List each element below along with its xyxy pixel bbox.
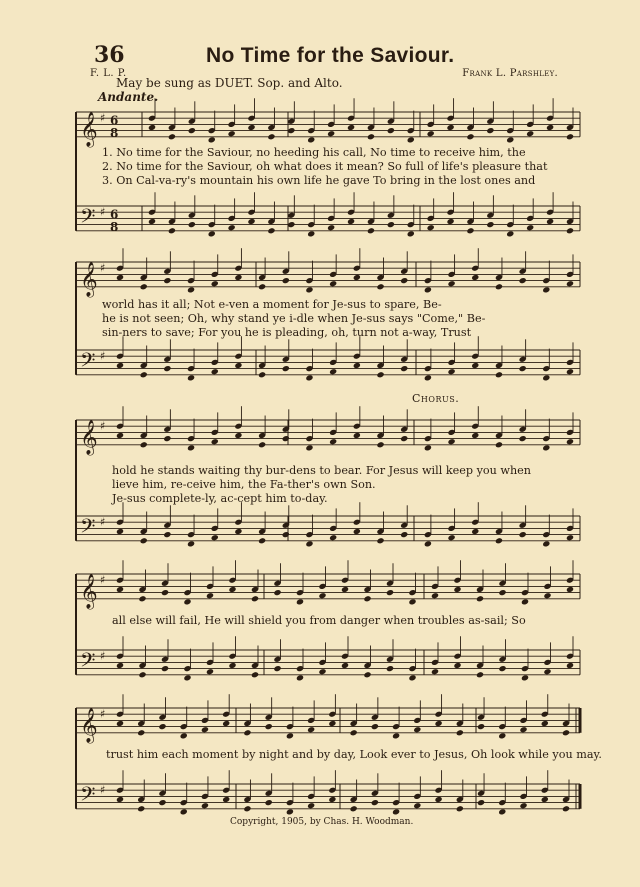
note-head	[407, 136, 415, 143]
note-head	[163, 365, 171, 372]
note-head	[407, 230, 415, 237]
note-head	[273, 589, 281, 596]
note-head	[431, 668, 439, 675]
note-head	[307, 230, 315, 237]
note-head	[542, 374, 550, 381]
note-head	[140, 371, 148, 378]
sharp-icon: ♯	[100, 573, 106, 587]
note-head	[258, 441, 266, 448]
note-head	[427, 224, 435, 231]
note-head	[486, 127, 494, 134]
note-head	[541, 720, 549, 727]
bass-clef-icon: 𝄢	[80, 782, 96, 811]
note-head	[427, 130, 435, 137]
note-head	[413, 726, 421, 733]
note-head	[183, 674, 191, 681]
note-head	[243, 805, 251, 812]
note-head	[228, 224, 236, 231]
note-head	[453, 662, 461, 669]
treble-clef-icon: 𝄞	[80, 261, 98, 297]
note-head	[158, 723, 166, 730]
note-head	[476, 595, 484, 602]
note-head	[188, 221, 196, 228]
note-head	[234, 362, 242, 369]
note-head	[347, 124, 355, 131]
note-head	[258, 283, 266, 290]
note-head	[267, 133, 275, 140]
note-head	[353, 274, 361, 281]
note-head	[258, 537, 266, 544]
note-head	[495, 537, 503, 544]
note-head	[116, 432, 124, 439]
note-head	[387, 127, 395, 134]
note-head	[328, 796, 336, 803]
note-head	[234, 274, 242, 281]
sharp-icon: ♯	[100, 111, 106, 125]
note-head	[187, 444, 195, 451]
note-head	[137, 805, 145, 812]
note-head	[168, 133, 176, 140]
note-head	[116, 586, 124, 593]
note-head	[329, 280, 337, 287]
note-head	[161, 665, 169, 672]
note-head	[163, 435, 171, 442]
note-head	[408, 598, 416, 605]
note-head	[116, 362, 124, 369]
note-head	[350, 805, 358, 812]
note-head	[243, 729, 251, 736]
note-head	[228, 586, 236, 593]
note-head	[448, 438, 456, 445]
note-head	[286, 808, 294, 815]
treble-clef-icon: 𝄞	[80, 573, 98, 609]
note-head	[542, 540, 550, 547]
note-head	[305, 540, 313, 547]
note-head	[546, 124, 554, 131]
note-head	[138, 671, 146, 678]
note-head	[562, 729, 570, 736]
note-head	[519, 277, 527, 284]
time-signature: 8	[110, 125, 119, 140]
note-head	[140, 283, 148, 290]
sharp-icon: ♯	[100, 349, 106, 363]
note-head	[180, 732, 188, 739]
note-head	[296, 598, 304, 605]
note-head	[387, 221, 395, 228]
note-head	[447, 124, 455, 131]
note-head	[208, 230, 216, 237]
hymn-number: 36	[94, 42, 125, 68]
note-head	[168, 227, 176, 234]
note-head	[318, 668, 326, 675]
note-head	[447, 218, 455, 225]
note-head	[251, 595, 259, 602]
note-head	[498, 589, 506, 596]
note-head	[116, 720, 124, 727]
note-head	[286, 732, 294, 739]
note-head	[542, 286, 550, 293]
note-head	[282, 365, 290, 372]
note-head	[148, 124, 156, 131]
note-head	[206, 592, 214, 599]
note-head	[367, 133, 375, 140]
note-head	[476, 671, 484, 678]
treble-clef-icon: 𝄞	[80, 419, 98, 455]
note-head	[222, 796, 230, 803]
note-head	[543, 592, 551, 599]
time-signature: 8	[110, 219, 119, 234]
note-head	[208, 136, 216, 143]
note-head	[228, 662, 236, 669]
hymn-title: No Time for the Saviour.	[206, 44, 455, 67]
note-head	[163, 277, 171, 284]
note-head	[341, 662, 349, 669]
note-head	[392, 732, 400, 739]
note-head	[486, 221, 494, 228]
lyric-line: Je-sus complete-ly, ac-cept him to-day.	[112, 492, 328, 505]
note-head	[471, 432, 479, 439]
note-head	[267, 227, 275, 234]
note-head	[158, 799, 166, 806]
note-head	[542, 444, 550, 451]
note-head	[566, 227, 574, 234]
note-head	[566, 133, 574, 140]
note-head	[566, 662, 574, 669]
note-head	[519, 531, 527, 538]
note-head	[116, 274, 124, 281]
note-head	[258, 371, 266, 378]
note-head	[526, 130, 534, 137]
note-head	[305, 374, 313, 381]
note-head	[424, 540, 432, 547]
note-head	[187, 374, 195, 381]
bass-clef-icon: 𝄢	[80, 348, 96, 377]
note-head	[282, 531, 290, 538]
lyric-line: 3. On Cal-va-ry's mountain his own life he gave To bring in the lost ones and	[102, 174, 536, 187]
note-head	[376, 371, 384, 378]
note-head	[543, 668, 551, 675]
note-head	[566, 586, 574, 593]
note-head	[408, 674, 416, 681]
copyright-line: Copyright, 1905, by Chas. H. Woodman.	[230, 817, 414, 827]
note-head	[247, 218, 255, 225]
note-head	[477, 799, 485, 806]
note-head	[222, 720, 230, 727]
sharp-icon: ♯	[100, 419, 106, 433]
note-head	[201, 802, 209, 809]
note-head	[519, 726, 527, 733]
note-head	[347, 218, 355, 225]
note-head	[448, 368, 456, 375]
note-head	[273, 665, 281, 672]
composer-name: Frank L. Parshley.	[462, 68, 558, 79]
note-head	[211, 534, 219, 541]
note-head	[471, 362, 479, 369]
note-head	[424, 444, 432, 451]
sharp-icon: ♯	[100, 707, 106, 721]
note-head	[307, 136, 315, 143]
sharp-icon: ♯	[100, 649, 106, 663]
note-head	[234, 528, 242, 535]
note-head	[413, 802, 421, 809]
note-head	[140, 441, 148, 448]
tempo-marking: Andante.	[98, 90, 159, 104]
note-head	[519, 365, 527, 372]
bass-clef-icon: 𝄢	[80, 514, 96, 543]
note-head	[526, 224, 534, 231]
lyric-line: he is not seen; Oh, why stand ye i-dle when Je-sus says "Come," Be-	[102, 312, 486, 325]
note-head	[180, 808, 188, 815]
note-head	[327, 130, 335, 137]
note-head	[477, 723, 485, 730]
note-head	[329, 368, 337, 375]
note-head	[466, 227, 474, 234]
note-head	[265, 799, 273, 806]
note-head	[566, 368, 574, 375]
note-head	[327, 224, 335, 231]
note-head	[424, 374, 432, 381]
note-head	[353, 432, 361, 439]
note-head	[453, 586, 461, 593]
note-head	[495, 283, 503, 290]
note-head	[318, 592, 326, 599]
lyric-line: world has it all; Not e-ven a moment for Je-sus to spare, Be-	[102, 298, 442, 311]
note-head	[566, 534, 574, 541]
note-head	[566, 280, 574, 287]
note-head	[329, 438, 337, 445]
note-head	[206, 668, 214, 675]
note-head	[448, 534, 456, 541]
time-signature: 6	[110, 113, 119, 128]
note-head	[305, 444, 313, 451]
note-head	[435, 796, 443, 803]
note-head	[296, 674, 304, 681]
lyric-line: all else will fail, He will shield you from danger when troubles as-sail; So	[112, 614, 526, 627]
note-head	[307, 802, 315, 809]
lyric-line: lieve him, re-ceive him, the Fa-ther's own Son.	[112, 478, 376, 491]
sharp-icon: ♯	[100, 783, 106, 797]
note-head	[424, 286, 432, 293]
note-head	[495, 441, 503, 448]
note-head	[386, 589, 394, 596]
note-head	[341, 586, 349, 593]
time-signature: 6	[110, 207, 119, 222]
note-head	[400, 435, 408, 442]
note-head	[148, 218, 156, 225]
lyric-line: 1. No time for the Saviour, no heeding his call, No time to receive him, the	[102, 146, 526, 159]
note-head	[456, 805, 464, 812]
note-head	[116, 662, 124, 669]
note-head	[521, 598, 529, 605]
note-head	[367, 227, 375, 234]
note-head	[265, 723, 273, 730]
note-head	[541, 796, 549, 803]
note-head	[116, 528, 124, 535]
treble-clef-icon: 𝄞	[80, 707, 98, 743]
note-head	[506, 136, 514, 143]
bass-clef-icon: 𝄢	[80, 204, 96, 233]
note-head	[228, 130, 236, 137]
note-head	[431, 592, 439, 599]
note-head	[201, 726, 209, 733]
note-head	[506, 230, 514, 237]
note-head	[519, 802, 527, 809]
lyric-line: sin-ners to save; For you he is pleading, oh, turn not a-way, Trust	[102, 326, 472, 339]
note-head	[471, 274, 479, 281]
note-head	[282, 435, 290, 442]
note-head	[353, 528, 361, 535]
note-head	[211, 438, 219, 445]
note-head	[519, 435, 527, 442]
note-head	[188, 127, 196, 134]
note-head	[498, 732, 506, 739]
note-head	[435, 720, 443, 727]
lyric-line: hold he stands waiting thy bur-dens to bear. For Jesus will keep you when	[112, 464, 532, 477]
note-head	[495, 371, 503, 378]
performance-note: May be sung as DUET. Sop. and Alto.	[116, 76, 343, 90]
sharp-icon: ♯	[100, 261, 106, 275]
note-head	[376, 537, 384, 544]
chorus-label: Chorus.	[412, 392, 460, 405]
note-head	[521, 674, 529, 681]
note-head	[392, 808, 400, 815]
note-head	[400, 365, 408, 372]
note-head	[456, 729, 464, 736]
note-head	[498, 665, 506, 672]
note-head	[305, 286, 313, 293]
note-head	[376, 441, 384, 448]
bass-clef-icon: 𝄢	[80, 648, 96, 677]
note-head	[448, 280, 456, 287]
note-head	[187, 540, 195, 547]
note-head	[466, 133, 474, 140]
note-head	[400, 277, 408, 284]
note-head	[137, 729, 145, 736]
note-head	[386, 665, 394, 672]
lyricist-initials: F. L. P.	[90, 68, 127, 79]
treble-clef-icon: 𝄞	[80, 111, 98, 147]
note-head	[163, 531, 171, 538]
note-head	[566, 438, 574, 445]
note-head	[234, 432, 242, 439]
note-head	[363, 671, 371, 678]
note-head	[329, 534, 337, 541]
note-head	[400, 531, 408, 538]
note-head	[471, 528, 479, 535]
note-head	[247, 124, 255, 131]
note-head	[187, 286, 195, 293]
note-head	[546, 218, 554, 225]
note-head	[307, 726, 315, 733]
note-head	[371, 723, 379, 730]
note-head	[363, 595, 371, 602]
note-head	[376, 283, 384, 290]
note-head	[140, 537, 148, 544]
note-head	[350, 729, 358, 736]
note-head	[251, 671, 259, 678]
sharp-icon: ♯	[100, 205, 106, 219]
lyric-line: 2. No time for the Saviour, oh what does it mean? So full of life's pleasure that	[102, 160, 548, 173]
note-head	[282, 277, 290, 284]
note-head	[116, 796, 124, 803]
note-head	[183, 598, 191, 605]
note-head	[211, 280, 219, 287]
note-head	[211, 368, 219, 375]
note-head	[371, 799, 379, 806]
sharp-icon: ♯	[100, 515, 106, 529]
lyric-line: trust him each moment by night and by day, Look ever to Jesus, Oh look while you may.	[106, 748, 602, 761]
note-head	[328, 720, 336, 727]
note-head	[353, 362, 361, 369]
note-head	[161, 589, 169, 596]
note-head	[138, 595, 146, 602]
note-head	[562, 805, 570, 812]
note-head	[498, 808, 506, 815]
